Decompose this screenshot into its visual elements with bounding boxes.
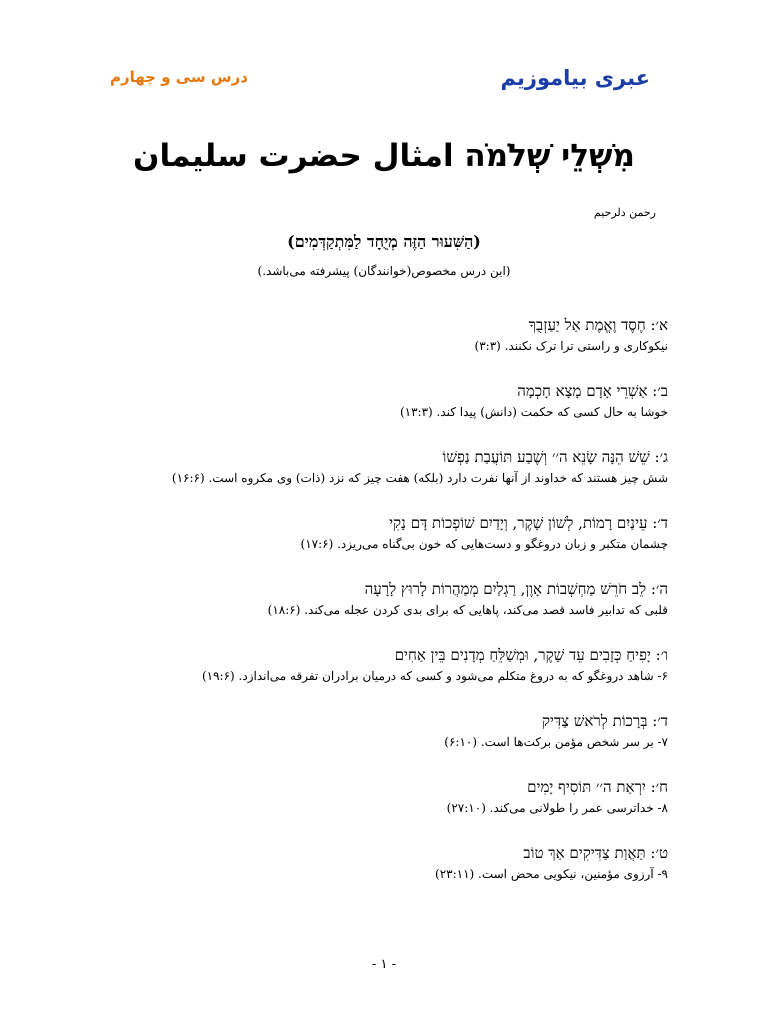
verse-item	[88, 842, 668, 908]
verse-item	[88, 380, 668, 446]
verse-item	[88, 446, 668, 512]
verse-hebrew: ד׳: בְּרָכוֹת לְרֹאשׁ צַדִּיק	[542, 712, 668, 730]
verse-hebrew: א׳: חֶסֶד וֶאֱמֶת אַל יַעַזְבֻךָ	[528, 316, 668, 334]
verse-translation: چشمان متکبر و زبان دروغگو و دست‌هایی که خون بی‌گناه می‌ریزد. (۱۷:۶)	[300, 537, 668, 551]
page-title: מִשְׁלֵי שְׁלֹמֹה امثال حضرت سلیمان	[133, 138, 635, 174]
verse-translation: ۸- خداترسی عمر را طولانی می‌کند. (۲۷:۱۰)	[446, 801, 668, 815]
verse-translation: نیکوکاری و راستی ترا ترک نکنند. (۳:۳)	[474, 339, 668, 353]
verse-hebrew: ט׳: תַּאֲוַת צַדִּיקִים אַךְ טוֹב	[523, 844, 668, 862]
lesson-label: درس سی و چهارم	[110, 68, 248, 86]
verse-item	[88, 644, 668, 710]
verse-translation: خوشا به حال کسی که حکمت (دانش) پیدا کند. (۱۳:۳)	[399, 405, 668, 419]
verse-item	[88, 578, 668, 644]
course-title: عبری بیاموزیم	[500, 66, 650, 90]
verse-item	[88, 776, 668, 842]
verse-item	[88, 314, 668, 380]
lesson-subtitle-hebrew: (הַשִּׁעוּר הַזֶּה מְיֻחָד לַמִּתְקַדְּמִים)	[287, 232, 481, 251]
page-number: - ۱ -	[371, 957, 397, 972]
verse-translation: شش چیز هستند که خداوند از آنها نفرت دارد (بلکه) هفت چیز که نزد (ذات) وی مکروه است. (۱۶:۶)	[171, 471, 668, 485]
verse-item	[88, 710, 668, 776]
verse-translation: ۹- آرزوی مؤمنین، نیکویی محض است. (۲۳:۱۱)	[435, 867, 668, 881]
verse-hebrew: ו׳: יָפִיחַ כְּזָבִים עֵד שָׁקֶר, וּמְשַׁלֵּחַ מְדָנִים בֵּין אַחִים	[394, 646, 668, 664]
verse-list	[88, 314, 668, 908]
verse-hebrew: ג׳: שֵׁשׁ הֵנָּה שָׂנֵא ה׳׳ וְשֶׁבַע תּוֹעֲבַת נַפְשׁוֹ	[442, 448, 668, 466]
basmala-text: رحمن دلرحیم	[593, 206, 656, 219]
lesson-subtitle-persian: (این درس مخصوص(خوانندگان) پیشرفته می‌باشد.)	[257, 264, 511, 278]
verse-hebrew: ד׳: עֵינַיִם רָמוֹת, לְשׁוֹן שָׁקֶר, וְיָדַיִם שׁוֹפְכוֹת דָּם נָקִי	[389, 514, 668, 532]
verse-translation: ۶- شاهد دروغگو که به دروغ متکلم می‌شود و کسی که درمیان برادران تفرقه می‌اندازد. (۱۹:۶)	[201, 669, 668, 683]
verse-hebrew: ה׳: לֵב חֹרֵשׁ מַחְשְׁבוֹת אָוֶן, רַגְלַיִם מְמַהֲרוֹת לָרוּץ לָרָעָה	[364, 580, 668, 598]
verse-hebrew: ח׳: יִרְאַת ה׳׳ תּוֹסִיף יָמִים	[527, 778, 668, 796]
verse-item	[88, 512, 668, 578]
verse-translation: قلبی که تدابیر فاسد قصد می‌کند، پاهایی که برای بدی کردن عجله می‌کند. (۱۸:۶)	[267, 603, 668, 617]
verse-hebrew: ב׳: אַשְׁרֵי אָדָם מָצָא חָכְמָה	[517, 382, 668, 400]
verse-translation: ۷- بر سر شخص مؤمن برکت‌ها است. (۶:۱۰)	[444, 735, 668, 749]
